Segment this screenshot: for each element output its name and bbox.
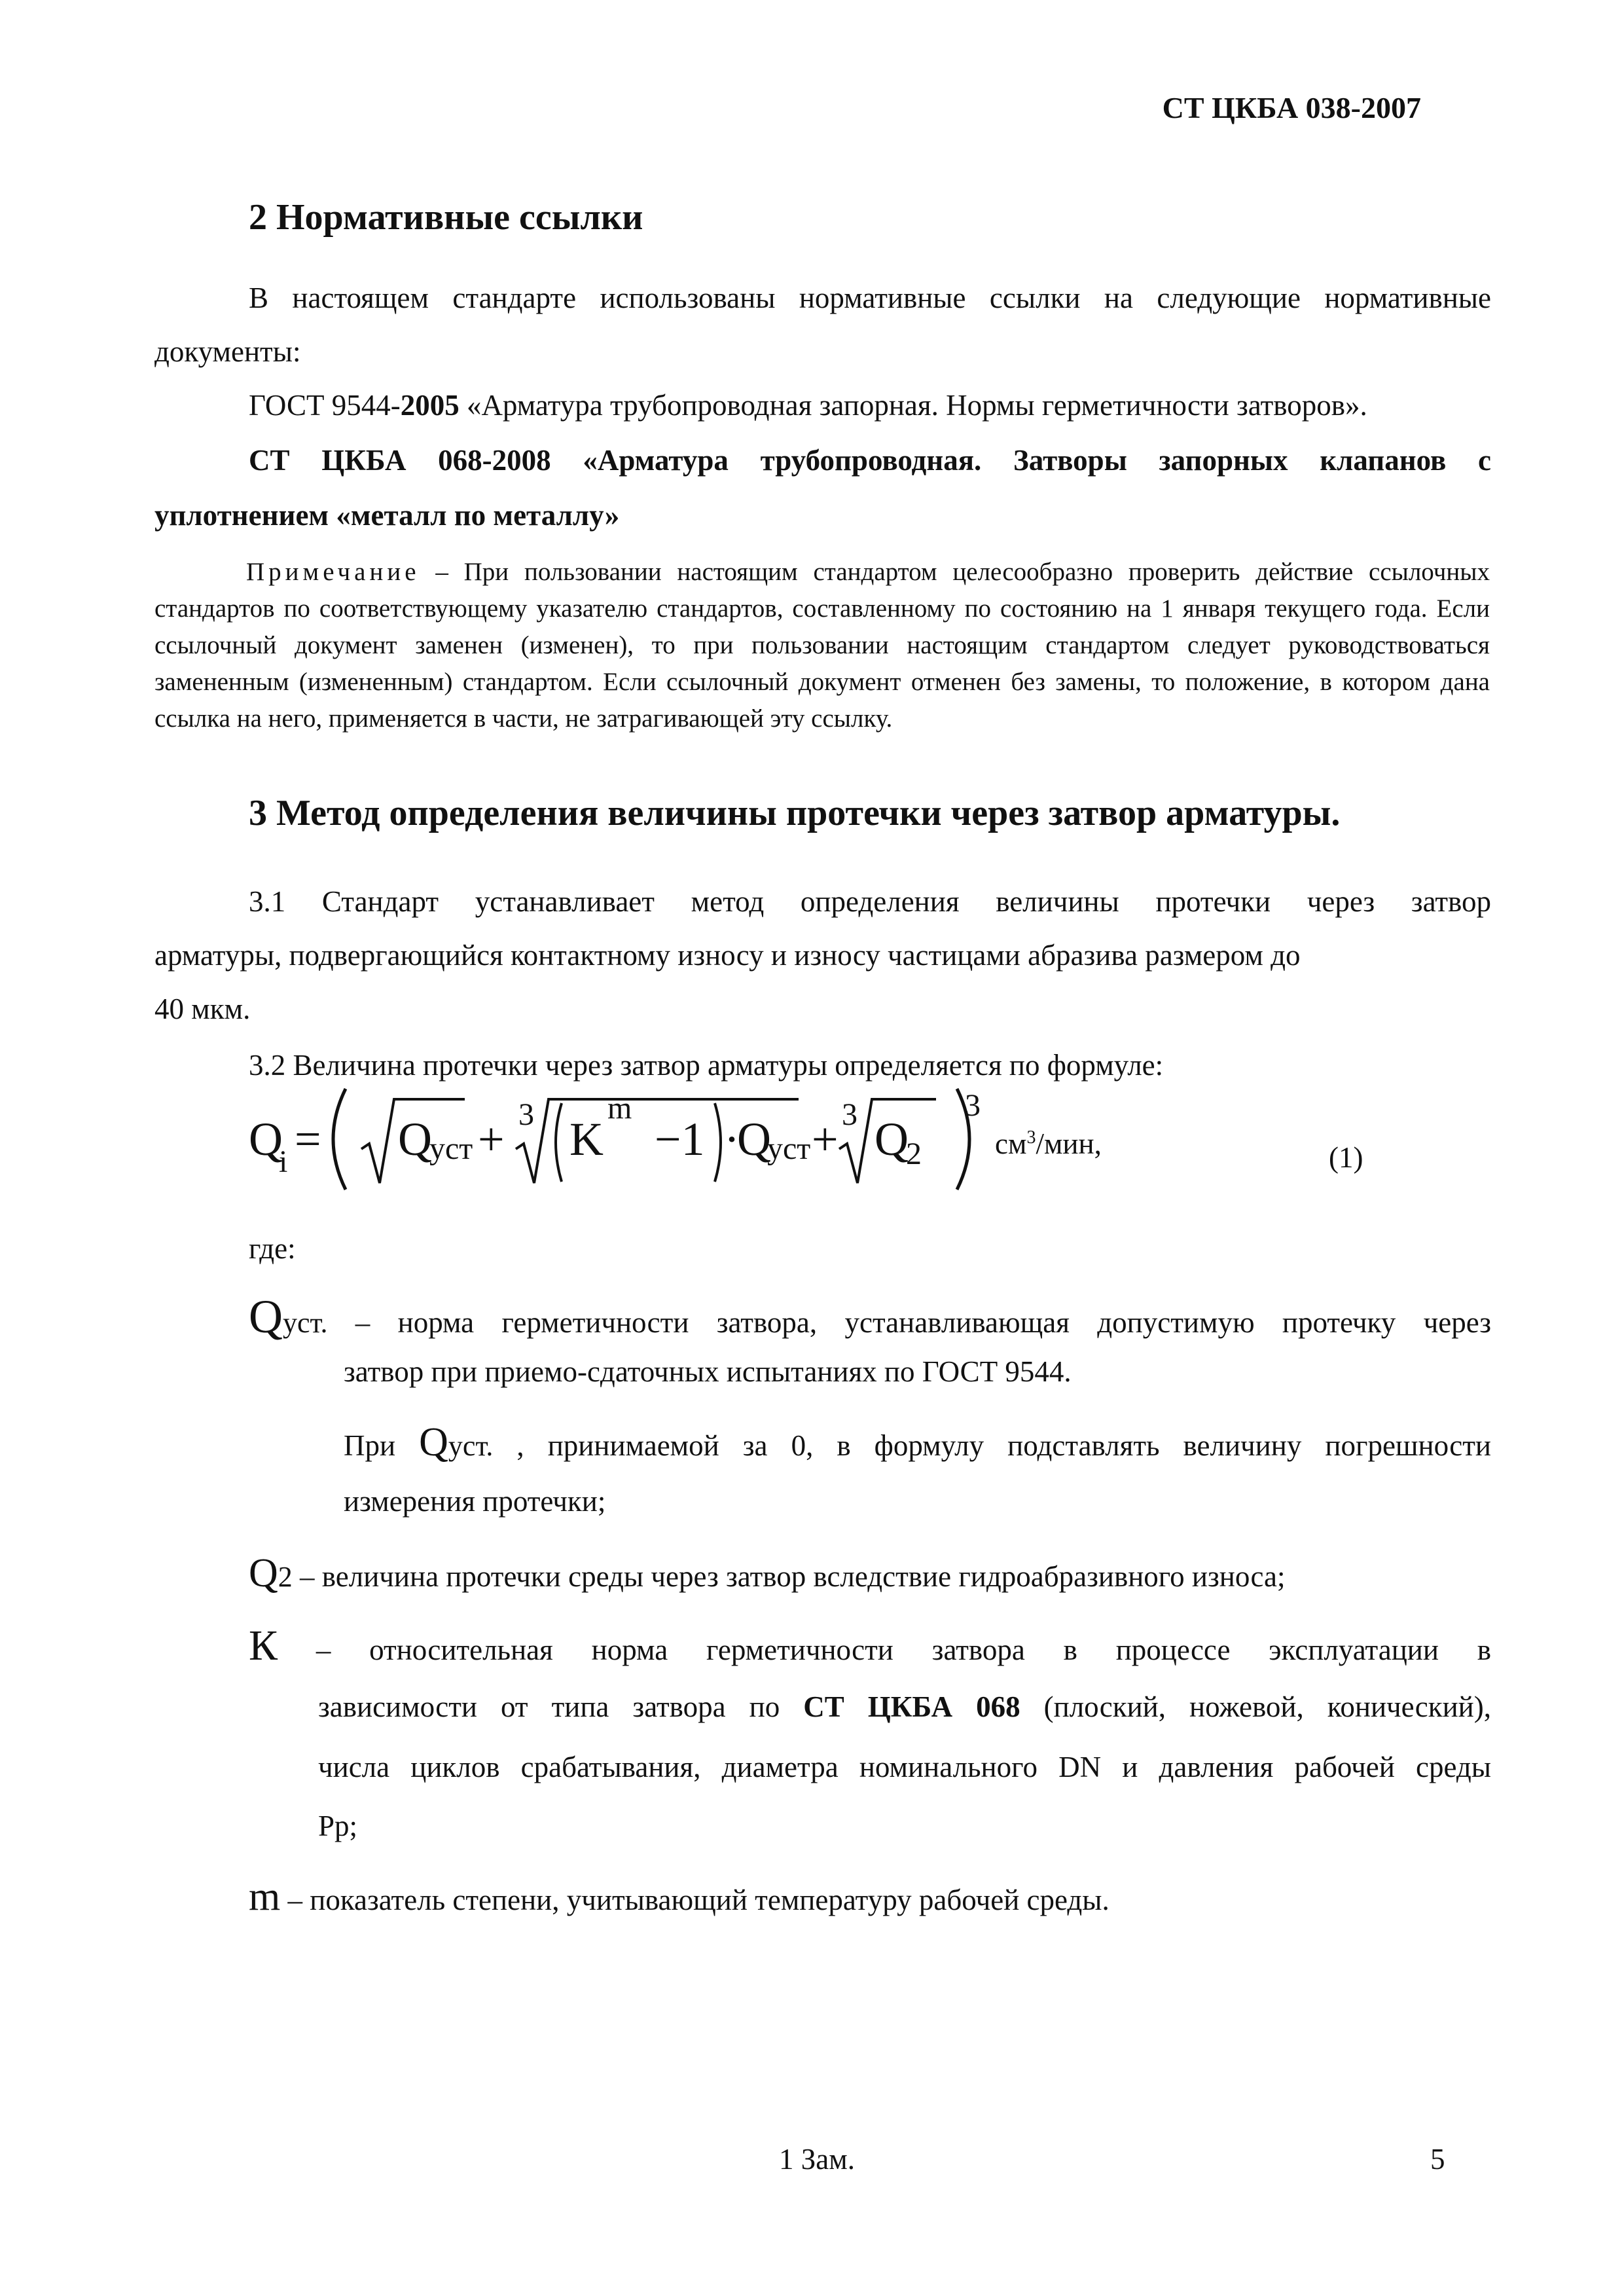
q-ust-zero-symbol: Q [419, 1420, 448, 1465]
formula-k: K [569, 1113, 604, 1165]
section-2-intro-line2: документы: [154, 335, 301, 368]
formula-equals: = [295, 1113, 321, 1165]
def-k-line2-post: (плоский, ножевой, конический), [1020, 1690, 1491, 1723]
def-q-ust-subscript: уст. [283, 1307, 328, 1339]
paragraph-3-1-line3: 40 мкм. [154, 993, 251, 1025]
formula-multiply-dot: · [724, 1113, 740, 1165]
paragraph-3-1-line1: 3.1 Стандарт устанавливает метод определения величины протечки через затвор [249, 885, 1491, 918]
formula-q2-subscript: 2 [906, 1137, 922, 1171]
definition-m [249, 1872, 1110, 1921]
definition-q2 [249, 1549, 1285, 1597]
ref1-prefix: ГОСТ 9544- [249, 389, 401, 422]
page-number: 5 [1430, 2143, 1445, 2176]
definition-k-line3: числа циклов срабатывания, диаметра номинального DN и давления рабочей среды [318, 1751, 1491, 1783]
formula-plus-2: + [812, 1113, 839, 1165]
formula-power: 3 [965, 1088, 981, 1123]
ref1-text: «Арматура трубопроводная запорная. Нормы герметичности затворов». [459, 389, 1367, 422]
paragraph-3-2: 3.2 Величина протечки через затвор арматуры определяется по формуле: [249, 1049, 1164, 1082]
formula-q-ust: Q [398, 1113, 432, 1165]
def-k-text: – относительная норма герметичности затвора в процессе эксплуатации в [278, 1633, 1491, 1666]
section-2-title: 2 Нормативные ссылки [249, 197, 643, 238]
formula-m-superscript: m [607, 1091, 632, 1125]
section-3-title: 3 Метод определения величины протечки через затвор арматуры. [249, 793, 1341, 833]
where-label: где: [249, 1232, 296, 1265]
note-label: Примечание [246, 558, 420, 586]
def-q-ust-text: – норма герметичности затвора, устанавливающая допустимую протечку через [327, 1306, 1491, 1339]
section-2-intro-line1: В настоящем стандарте использованы нормативные ссылки на следующие нормативные [249, 282, 1491, 314]
formula-plus-1: + [478, 1113, 505, 1165]
reference-gost-9544 [249, 388, 1367, 423]
definition-k [249, 1620, 1491, 1671]
definition-q-ust-line2: затвор при приемо-сдаточных испытаниях по ГОСТ 9544. [344, 1355, 1072, 1388]
formula-q2: Q [875, 1113, 909, 1165]
reference-ckba-068-line1: СТ ЦКБА 068-2008 «Арматура трубопроводная. Затворы запорных клапанов с [249, 444, 1491, 477]
q-ust-zero-prefix: При [344, 1429, 420, 1462]
formula-q-ust-2-subscript: уст [767, 1131, 811, 1166]
q-ust-zero-subscript: уст. [448, 1430, 494, 1462]
reference-ckba-068-line2: уплотнением «металл по металлу» [154, 499, 620, 532]
formula-minus-one: −1 [655, 1113, 705, 1165]
note-paragraph [154, 554, 1490, 737]
formula-root-index-1: 3 [518, 1097, 534, 1132]
formula-root-index-2: 3 [842, 1097, 857, 1132]
def-k-line2-pre: зависимости от типа затвора по [318, 1690, 804, 1723]
def-q2-symbol: Q [249, 1551, 278, 1595]
def-m-symbol: m [249, 1874, 281, 1919]
formula-number: (1) [1329, 1141, 1363, 1174]
def-k-line2-bold: СТ ЦКБА 068 [803, 1690, 1020, 1723]
definition-k-line2 [318, 1689, 1491, 1724]
paragraph-3-1-line2: арматуры, подвергающийся контактному износу и износу частицами абразива размером до [154, 939, 1301, 972]
def-m-text: – показатель степени, учитывающий температуру рабочей среды. [280, 1884, 1110, 1916]
revision-note: 1 Зам. [779, 2143, 855, 2176]
q-ust-zero-text: , принимаемой за 0, в формулу подставлять величину погрешности [493, 1429, 1491, 1462]
document-code: СТ ЦКБА 038-2007 [1162, 91, 1421, 124]
formula-q-ust-subscript: уст [429, 1131, 473, 1166]
definition-q-ust [249, 1288, 1491, 1345]
def-q-ust-symbol: Q [249, 1290, 283, 1343]
note-text: – При пользовании настоящим стандартом целесообразно проверить действие ссылочных стандартов по соответствующему указателю стандартов, составленному по состоянию на 1 января текущего года. Если ссылочный документ заменен (изменен), то при пользовании настоящим стандартом следует руководствоваться замененным (измененным) стандартом. Если ссылочный документ отменен без замены, то положение, в котором дана ссылка на него, применяется в части, не затрагивающей эту ссылку. [154, 558, 1490, 733]
def-q2-subscript: 2 [278, 1561, 293, 1593]
def-q2-text: – величина протечки среды через затвор вследствие гидроабразивного износа; [292, 1560, 1286, 1593]
ref1-year: 2005 [400, 389, 460, 422]
formula-unit: $см^3$/мин, [995, 1127, 1102, 1160]
definition-q-ust-zero-line2: измерения протечки; [344, 1485, 606, 1518]
definition-k-line4: Рр; [318, 1810, 358, 1842]
definition-q-ust-zero [344, 1418, 1491, 1467]
formula-q-i: Q [249, 1113, 283, 1165]
formula-q-i-subscript: i [279, 1144, 288, 1179]
formula-q-ust-2: Q [737, 1113, 771, 1165]
def-k-symbol: К [249, 1622, 278, 1669]
